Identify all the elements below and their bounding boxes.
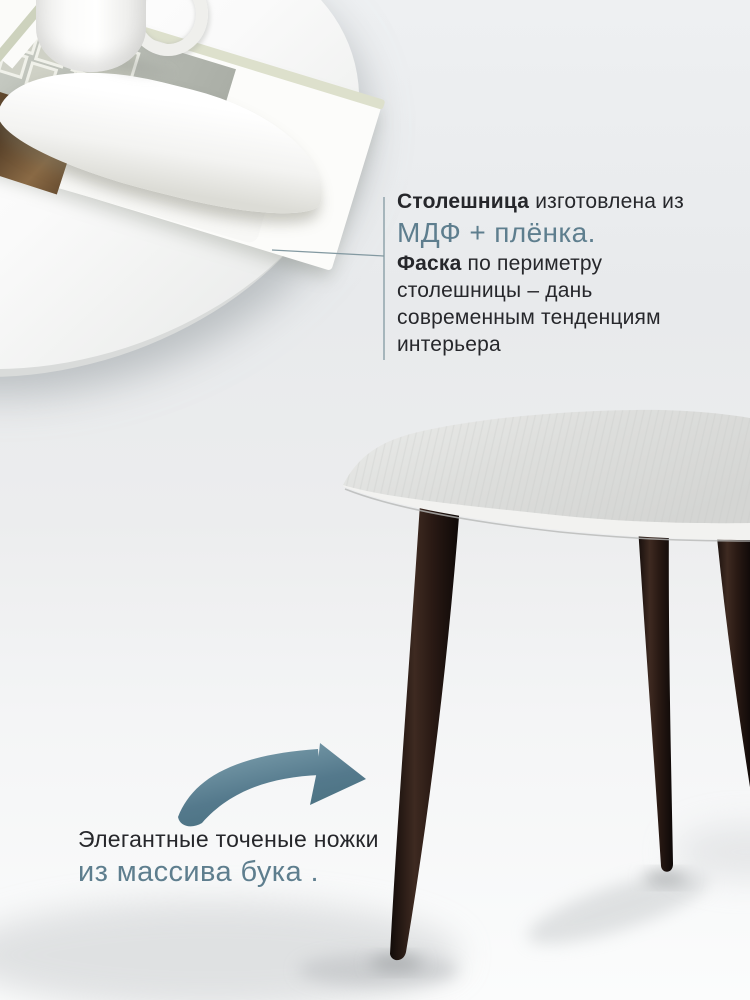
left-leg-contact-shadow [370,956,422,970]
callout-line: столешницы – дань [397,279,593,302]
callout-line: интерьера [397,333,501,356]
table-leg-right [714,501,750,800]
floor-shadow [0,900,460,1000]
tabletop-callout [397,188,742,358]
callout-line: Элегантные точеные ножки [78,826,379,852]
tabletop-bevel [343,411,750,540]
tabletop-surface [343,410,750,523]
callout-line: Столешница изготовлена из [397,190,684,213]
legs-callout [78,824,379,890]
curved-arrow-right-icon [178,743,366,826]
callout-bold-word: Столешница [397,190,530,213]
callout-accent-line: из массива бука . [78,856,319,888]
table-leg-front-left [390,504,460,960]
callout-line: современным тенденциям [397,306,661,329]
callout-accent-line: МДФ + плёнка. [397,217,596,248]
middle-leg-shadow [521,858,715,959]
left-leg-shadow [298,954,458,986]
middle-leg-contact-shadow [644,872,688,884]
callout-line: Фаска по периметру [397,252,603,275]
callout-bold-word: Фаска [397,252,462,275]
table-leg-middle [637,510,673,872]
tabletop-underside-line [345,489,750,541]
right-corner-shadow [673,824,750,880]
tabletop-woodgrain [343,410,750,523]
